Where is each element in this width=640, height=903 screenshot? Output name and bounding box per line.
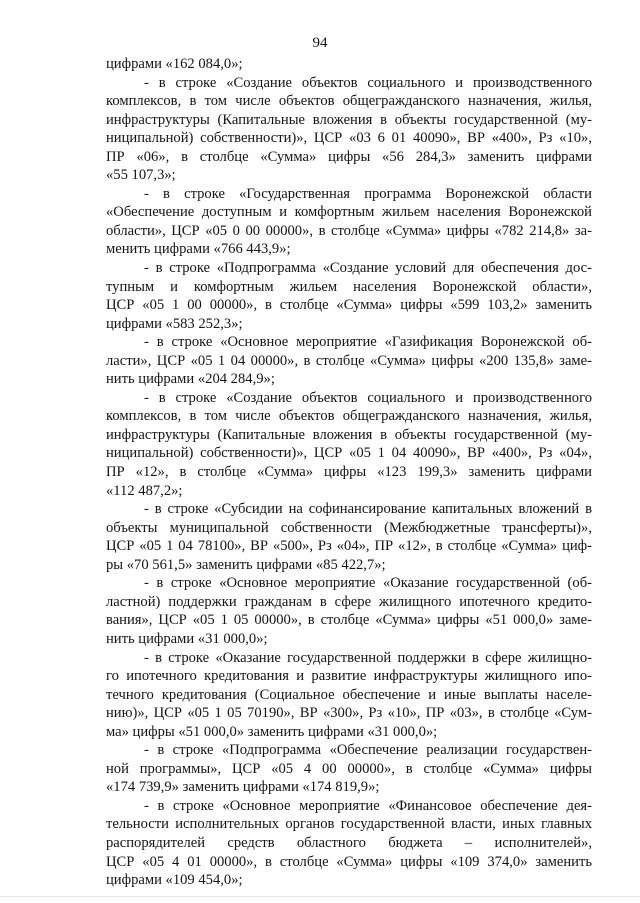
document-body (106, 55, 592, 890)
text-line: тупным и комфортным жильем населения Воронежской области», (106, 278, 592, 295)
text-line: ластной) поддержки гражданам в сфере жилищного ипотечного кредито- (106, 593, 592, 610)
text-line: ПР «12», в столбце «Сумма» цифры «123 199,3» заменить цифрами (106, 464, 592, 481)
text-line: «Обеспечение доступным и комфортным жильем населения Воронежской (106, 204, 592, 221)
text-line: «112 487,2»; (106, 482, 183, 499)
text-line: ной программы», ЦСР «05 4 00 00000», в столбце «Сумма» цифры (106, 760, 592, 777)
text-line: нить цифрами «204 284,9»; (106, 371, 275, 388)
paragraph-first-line: - в строке «Государственная программа Воронежской области (144, 185, 592, 202)
text-line: ПР «06», в столбце «Сумма» цифры «56 284,3» заменить цифрами (106, 148, 592, 165)
text-line: вания», ЦСР «05 1 05 00000», в столбце «Сумма» цифры «51 000,0» заме- (106, 612, 592, 629)
text-line: распорядителей средств областного бюджета – исполнителей», (106, 834, 592, 851)
text-line: менить цифрами «766 443,9»; (106, 241, 291, 258)
text-line: ласти», ЦСР «05 1 04 00000», в столбце «Сумма» цифры «200 135,8» заме- (106, 352, 592, 369)
text-line: нить цифрами «31 000,0»; (106, 630, 268, 647)
paragraph-first-line: - в строке «Основное мероприятие «Оказание государственной (об- (144, 575, 592, 592)
text-line: ЦСР «05 1 04 78100», ВР «500», Рз «04», ПР «12», в столбце «Сумма» циф- (106, 538, 592, 555)
text-line: цифрами «162 084,0»; (106, 56, 243, 72)
text-line: тельности исполнительных органов государственной власти, иных главных (106, 816, 592, 833)
text-line: нию)», ЦСР «05 1 05 70190», ВР «300», Рз «10», ПР «03», в столбце «Сум- (106, 705, 592, 722)
text-line: комплексов, в том числе объектов общегражданского назначения, жилья, (106, 408, 592, 425)
text-line: ЦСР «05 4 01 00000», в столбце «Сумма» цифры «109 374,0» заменить (106, 853, 592, 870)
text-line: ниципальной) собственности)», ЦСР «03 6 01 40090», ВР «400», Рз «10», (106, 130, 592, 147)
paragraph-first-line: - в строке «Создание объектов социального и производственного (144, 389, 592, 406)
text-line: ры «70 561,5» заменить цифрами «85 422,7»; (106, 556, 386, 573)
paragraph-first-line: - в строке «Подпрограмма «Создание условий для обеспечения дос- (144, 260, 592, 277)
paragraph-first-line: - в строке «Субсидии на софинансирование капитальных вложений в (144, 501, 592, 518)
paragraph-first-line: - в строке «Подпрограмма «Обеспечение реализации государствен- (144, 742, 592, 759)
text-line: цифрами «109 454,0»; (106, 872, 243, 889)
paragraph-first-line: - в строке «Создание объектов социального и производственного (144, 74, 592, 91)
text-line: области», ЦСР «05 0 00 00000», в столбце «Сумма» цифры «782 214,8» за- (106, 222, 592, 239)
text-line: ма» цифры «51 000,0» заменить цифрами «31 000,0»; (106, 723, 438, 740)
text-line: ЦСР «05 1 00 00000», в столбце «Сумма» цифры «599 103,2» заменить (106, 297, 592, 314)
text-line: комплексов, в том числе объектов общегражданского назначения, жилья, (106, 93, 592, 110)
page-bottom-divider (0, 896, 640, 897)
paragraph-first-line: - в строке «Основное мероприятие «Газификация Воронежской об- (144, 334, 592, 351)
paragraph-first-line: - в строке «Основное мероприятие «Финансовое обеспечение дея- (144, 797, 592, 814)
text-line: «55 107,3»; (106, 167, 176, 184)
text-line: «174 739,9» заменить цифрами «174 819,9»; (106, 779, 380, 796)
text-line: объекты муниципальной собственности (Межбюджетные трансферты)», (106, 519, 592, 536)
text-line: го ипотечного кредитования и развитие инфраструктуры жилищного ипо- (106, 668, 592, 685)
text-line: инфраструктуры (Капитальные вложения в объекты государственной (му- (106, 426, 592, 443)
page-number: 94 (312, 35, 328, 51)
text-line: инфраструктуры (Капитальные вложения в объекты государственной (му- (106, 111, 592, 128)
paragraph-first-line: - в строке «Оказание государственной поддержки в сфере жилищно- (144, 649, 592, 666)
text-line: течного кредитования (Социальное обеспечение и иные выплаты населе- (106, 686, 592, 703)
text-line: ниципальной) собственности)», ЦСР «05 1 04 40090», ВР «400», Рз «04», (106, 445, 592, 462)
text-line: цифрами «583 252,3»; (106, 315, 243, 332)
